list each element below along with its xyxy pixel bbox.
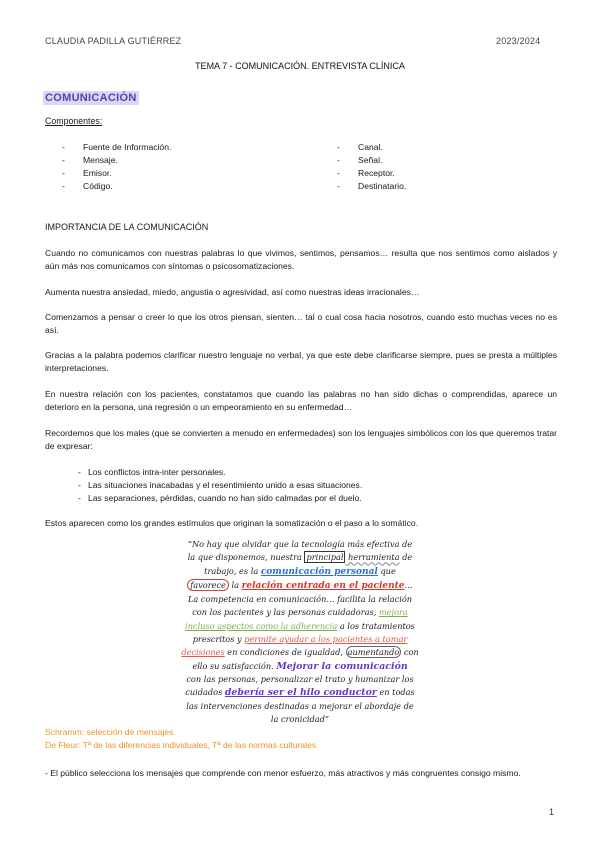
quote-line: cuidados debería ser el hilo conductor en todas xyxy=(185,687,415,699)
page-title: TEMA 7 - COMUNICACIÓN. ENTREVISTA CLÍNICA xyxy=(195,61,405,71)
header-year: 2023/2024 xyxy=(496,36,541,46)
quote-line: decisiones en condiciones de igualdad, aumentando con xyxy=(181,647,419,658)
paragraph-7: Estos aparecen como los grandes estímulos que originan la somatización o el paso a lo somático. xyxy=(45,518,419,528)
note-defleur: De Fleur: Tª de las diferencias individuales, Tª de las normas culturales xyxy=(45,740,317,750)
list-item: - Mensaje. xyxy=(62,154,282,167)
annotated-quote xyxy=(160,538,440,726)
quote-line: trabajo, es la comunicación personal que xyxy=(204,565,396,577)
quote-line: con los pacientes y las personas cuidadoras, mejora xyxy=(192,607,408,618)
componentes-list-left xyxy=(62,141,282,193)
componentes-list-right xyxy=(337,141,537,193)
list-item: - Código. xyxy=(62,180,282,193)
quote-line: la cronicidad” xyxy=(270,713,330,724)
quote-line: la que disponemos, nuestra principal herramienta de xyxy=(187,552,413,563)
quote-line: La competencia en comunicación… facilita la relación xyxy=(187,594,413,605)
list-item: - Señal. xyxy=(337,154,537,167)
quote-line: favorece la relación centrada en el paciente… xyxy=(160,579,440,593)
quote-line: “No hay que olvidar que la tecnología más efectiva de xyxy=(187,539,413,549)
paragraph-publico: - El público selecciona los mensajes que comprende con menor esfuerzo, más atractivos y más congruentes consigo mismo. xyxy=(45,768,521,778)
section-title: COMUNICACIÓN xyxy=(45,92,137,104)
quote-line: las intervenciones destinadas a mejorar el abordaje de xyxy=(186,700,414,711)
list-item: - Las separaciones, pérdidas, cuando no han sido calmadas por el duelo. xyxy=(78,492,548,505)
males-list xyxy=(78,466,548,505)
paragraph-1: Cuando no comunicamos con nuestras palabras lo que vivimos, sentimos, pensamos… resulta que nos sentimos como aislados y aún más nos comunicamos con síntomas o psicosomatizaciones. xyxy=(45,248,557,271)
list-item: - Fuente de Información. xyxy=(62,141,282,154)
paragraph-4: Gracias a la palabra podemos clarificar nuestro lenguaje no verbal, ya que este debe clarificarse siempre, pues se presta a múltiples interpretaciones. xyxy=(45,350,557,373)
list-item: - Receptor. xyxy=(337,167,537,180)
list-item: - Emisor. xyxy=(62,167,282,180)
list-item: - Canal. xyxy=(337,141,537,154)
quote-line: prescritos y permite ayudar a los pacientes a tomar xyxy=(192,634,408,645)
list-item: - Las situaciones inacabadas y el resentimiento unido a esas situaciones. xyxy=(78,479,548,492)
header-author: CLAUDIA PADILLA GUTIÉRREZ xyxy=(45,36,182,46)
importancia-heading: IMPORTANCIA DE LA COMUNICACIÓN xyxy=(45,222,209,232)
paragraph-6: Recordemos que los males (que se convierten a menudo en enfermedades) son los lenguajes simbólicos con los que queremos tratar de expresar: xyxy=(45,428,557,451)
componentes-label: Componentes: xyxy=(45,116,103,126)
paragraph-2: Aumenta nuestra ansiedad, miedo, angustia o agresividad, así como nuestras ideas irracionales… xyxy=(45,287,420,297)
paragraph-3: Comenzamos a pensar o creer lo que los otros piensan, sienten… tal o cual cosa hacia nosotros, cuando esto muchas veces no es así. xyxy=(45,312,557,335)
list-item: - Destinatario. xyxy=(337,180,537,193)
quote-line: con las personas, personalizar el trato y humanizar los xyxy=(186,673,414,684)
list-item: - Los conflictos intra-inter personales. xyxy=(78,466,548,479)
page-number: 1 xyxy=(549,807,555,817)
quote-line: ello su satisfacción. Mejorar la comunicación xyxy=(192,660,408,672)
quote-line: incluso aspectos como la adherencia a los tratamientos xyxy=(185,620,415,631)
paragraph-5: En nuestra relación con los pacientes, constatamos que cuando las palabras no han sido dichas o comprendidas, aparece un deterioro en la persona, una regresión o un empeoramiento en su enfermedad… xyxy=(45,389,557,412)
note-schramm: Schramm: selección de mensajes xyxy=(45,727,174,737)
